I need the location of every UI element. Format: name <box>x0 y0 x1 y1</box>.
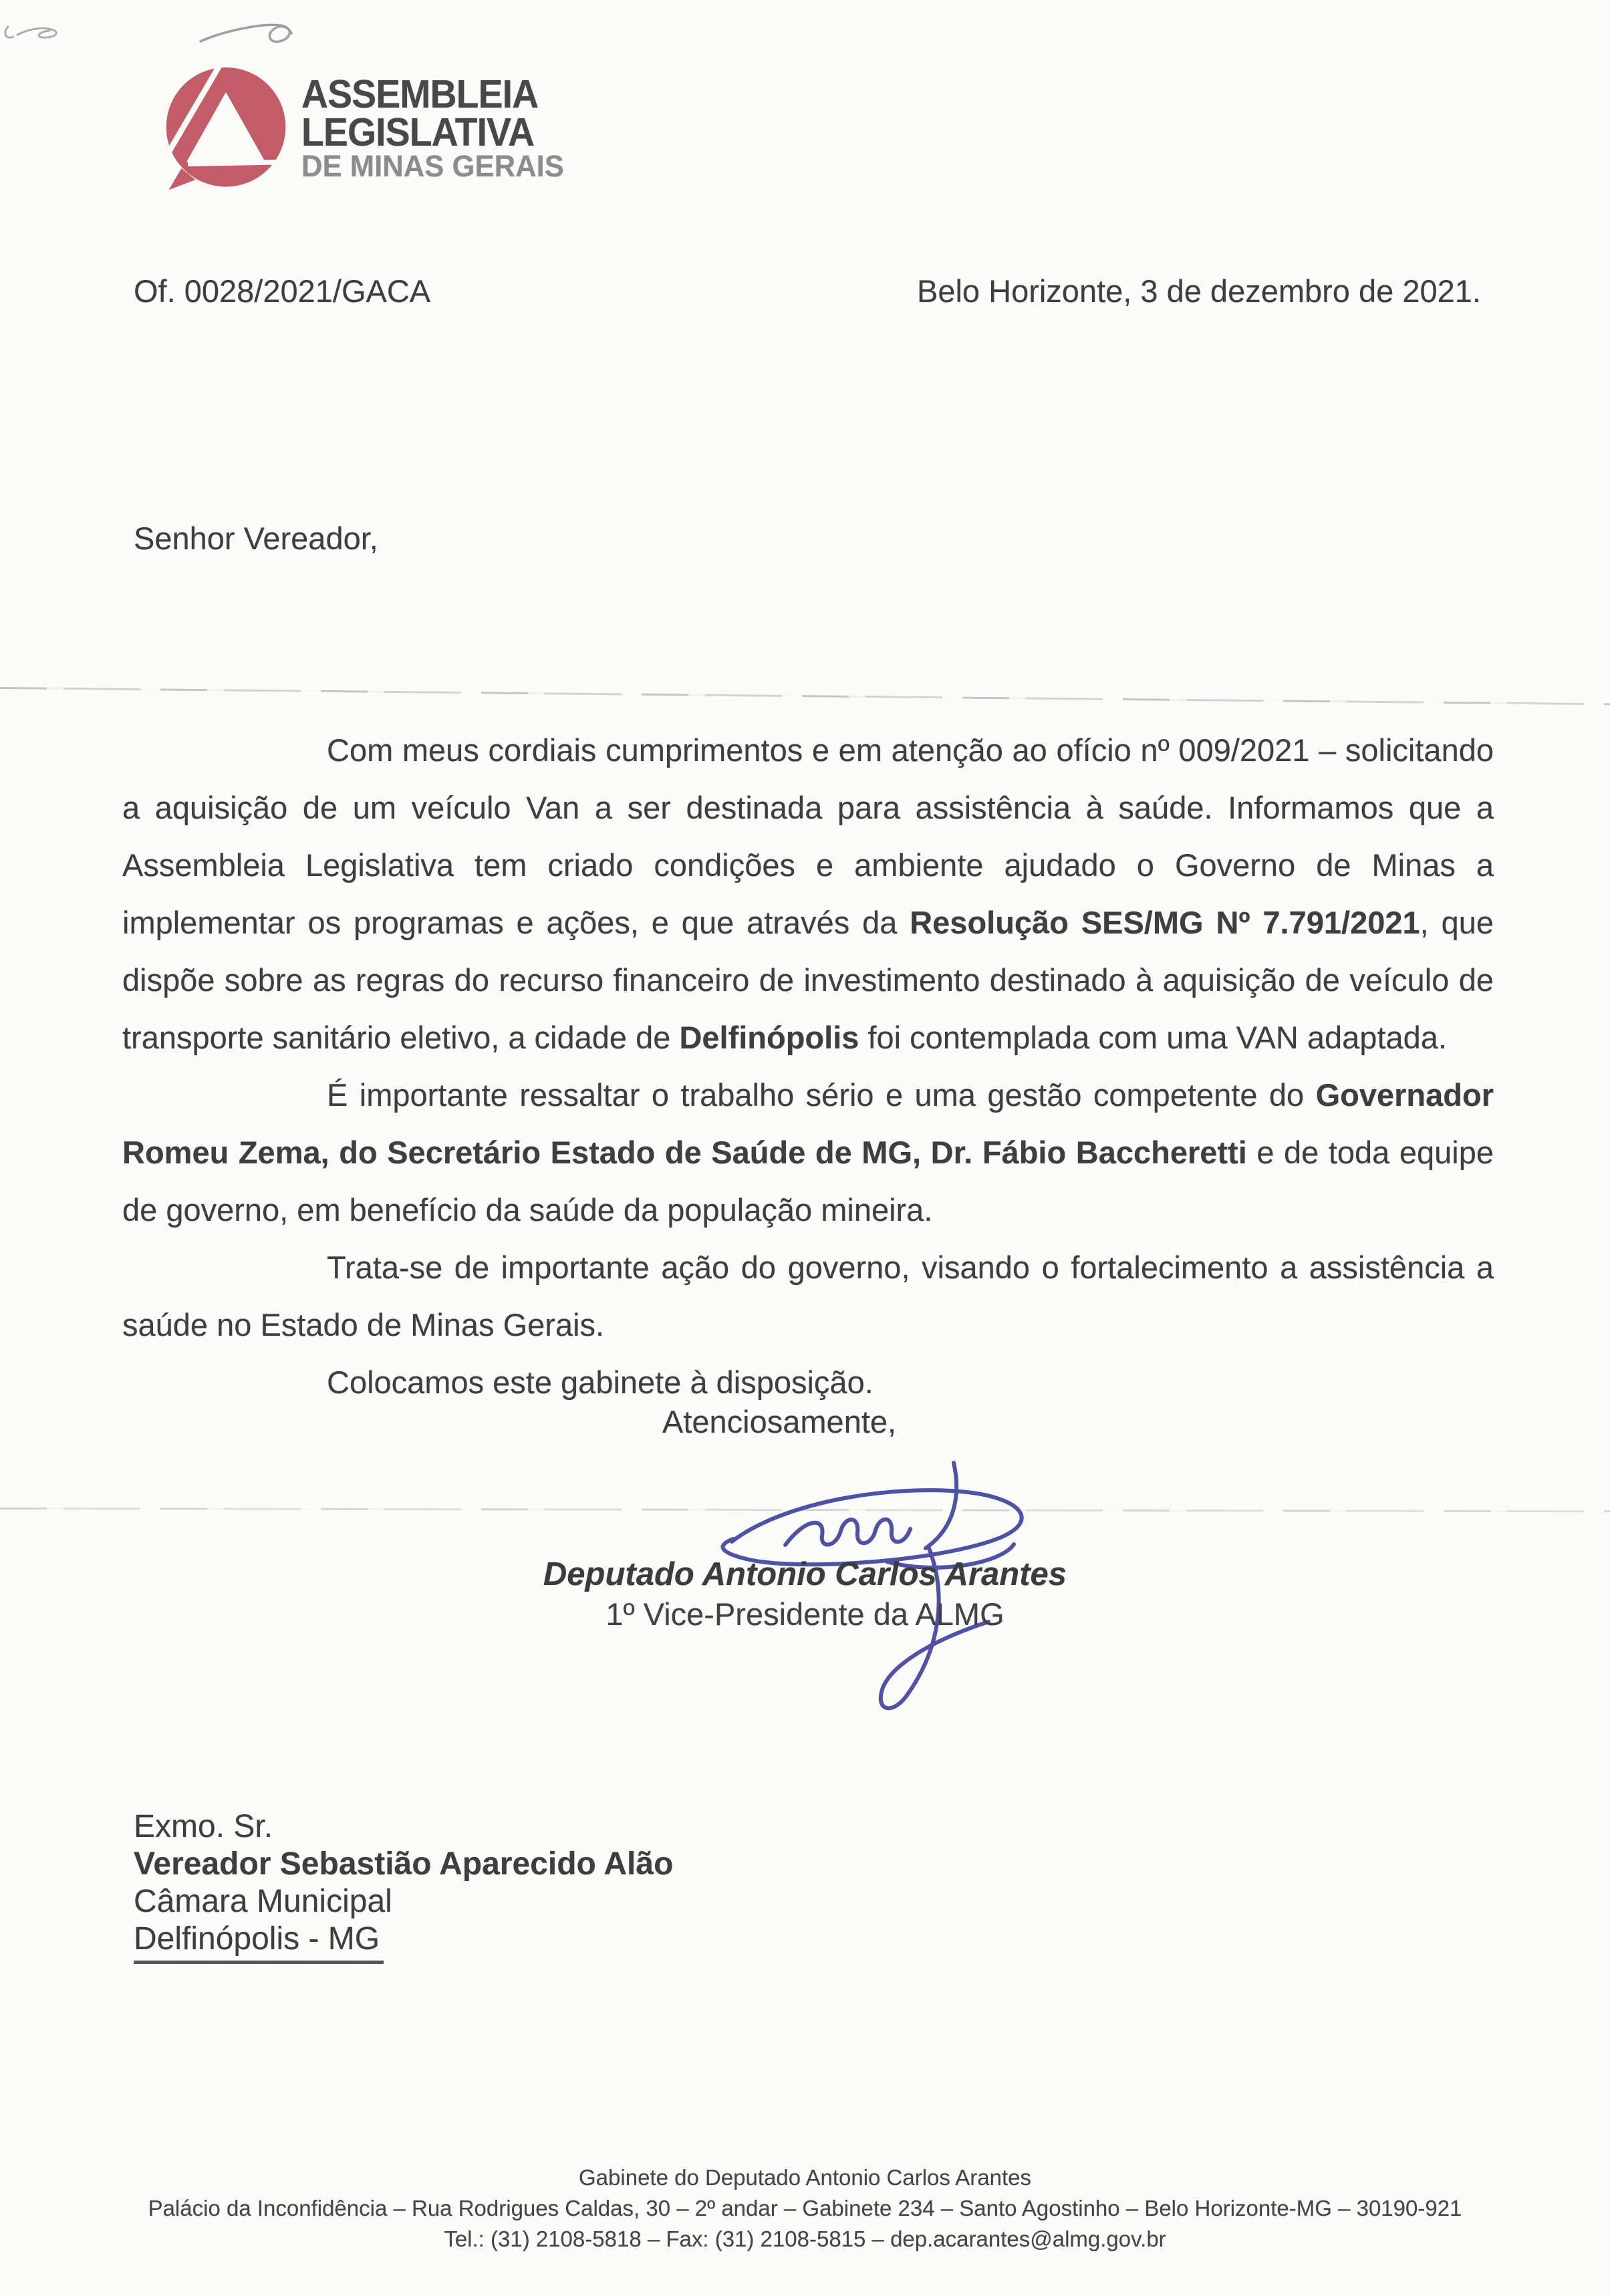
salutation: Senhor Vereador, <box>134 521 378 556</box>
body-text-segment: Resolução SES/MG Nº 7.791/2021 <box>910 905 1420 940</box>
recipient-institution: Câmara Municipal <box>134 1884 392 1919</box>
body-paragraph <box>122 722 1494 1066</box>
letterhead-logo <box>162 63 590 204</box>
recipient-name: Vereador Sebastião Aparecido Alão <box>134 1846 674 1882</box>
body-text-segment: Com meus cordiais cumprimentos e em atenção ao ofício nº 009/2021 – solicitando a aquisição de um veículo Van a ser destinada para assistência à saúde. Informamos que a Assembleia Legislativa tem criado condições e ambiente ajudado o Governo de Minas a implementar os programas e ações, e que através da <box>122 732 1494 940</box>
recipient-city-underlined: Delfinópolis - MG <box>134 1920 384 1964</box>
recipient-honorific: Exmo. Sr. <box>134 1809 273 1844</box>
recipient-city <box>134 1920 673 1964</box>
body-text-segment: É importante ressaltar o trabalho sério e uma gestão competente do <box>327 1077 1316 1113</box>
body-text-segment: Delfinópolis <box>679 1020 859 1055</box>
city-date: Belo Horizonte, 3 de dezembro de 2021. <box>917 273 1481 309</box>
document-reference: Of. 0028/2021/GACA <box>134 273 431 309</box>
body-paragraph <box>122 1066 1494 1239</box>
footer-office-line: Gabinete do Deputado Antonio Carlos Arantes <box>579 2165 1031 2190</box>
body-text-segment: e de toda equipe de governo, em benefício da saúde da população mineira. <box>122 1135 1494 1228</box>
logo-line2: LEGISLATIVA <box>301 110 535 154</box>
body-text-segment: Governador Romeu Zema, do Secretário Estado de Saúde de MG, Dr. Fábio Baccheretti <box>122 1077 1494 1170</box>
signer-name: Deputado Antonio Carlos Arantes <box>543 1556 1067 1592</box>
letter-body <box>122 722 1494 1411</box>
body-text-segment: , que dispõe sobre as regras do recurso financeiro de investimento destinado à aquisição de veículo de transporte sanitário eletivo, a cidade de <box>122 905 1494 1055</box>
signer-role: 1º Vice-Presidente da ALMG <box>606 1596 1004 1632</box>
letter-footer <box>0 2162 1610 2255</box>
almg-logo-icon <box>162 65 289 193</box>
body-text-segment: Colocamos este gabinete à disposição. <box>327 1365 874 1400</box>
logo-line1: ASSEMBLEIA <box>301 72 539 116</box>
pen-scribble-artifact-icon <box>0 0 348 74</box>
recipient-block <box>134 1808 673 1964</box>
footer-contact-line: Tel.: (31) 2108-5818 – Fax: (31) 2108-5815 – dep.acarantes@almg.gov.br <box>444 2227 1166 2251</box>
body-paragraph <box>122 1239 1494 1354</box>
footer-address-line: Palácio da Inconfidência – Rua Rodrigues Caldas, 30 – 2º andar – Gabinete 234 – Santo Agostinho – Belo Horizonte-MG – 30190-921 <box>148 2196 1462 2220</box>
logo-line3: DE MINAS GERAIS <box>301 149 564 183</box>
body-text-segment: Trata-se de importante ação do governo, visando o fortalecimento a assistência a saúde no Estado de Minas Gerais. <box>122 1250 1494 1342</box>
scan-artifact-line <box>0 687 1610 705</box>
body-text-segment: foi contemplada com uma VAN adaptada. <box>859 1020 1447 1055</box>
closing: Atenciosamente, <box>662 1404 897 1439</box>
